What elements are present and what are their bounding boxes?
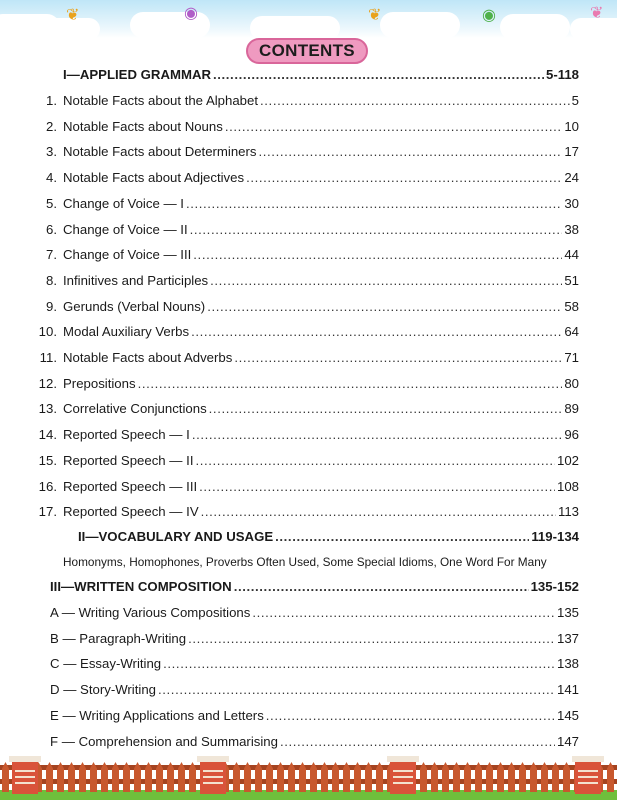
chapter-number: 9. [46,298,57,314]
section-title: III—WRITTEN COMPOSITION [50,579,232,594]
toc-entry[interactable] [63,477,579,497]
toc-entry[interactable] [50,732,579,752]
entry-title: Modal Auxiliary Verbs [63,324,190,340]
section-heading[interactable] [63,65,579,85]
chapter-number: 12. [38,375,57,391]
entry-title: Notable Facts about Adjectives [63,170,245,186]
fence-post [12,760,38,794]
toc-entry[interactable] [63,220,579,240]
chapter-number: 16. [38,478,57,494]
vocabulary-topics: Homonyms, Homophones, Proverbs Often Used, Some Special Idioms, One Word For Many [63,555,547,569]
toc-entry[interactable] [50,603,579,623]
leader-dots [246,168,562,188]
entry-page: 38 [564,221,579,237]
entry-title: Notable Facts about Nouns [63,118,223,134]
leader-dots [193,245,562,265]
toc-entry[interactable] [63,168,579,188]
entry-page: 58 [564,298,579,314]
page-title: CONTENTS [246,38,368,64]
entry-title: F — Comprehension and Summarising [50,733,278,749]
chapter-number: 6. [46,221,57,237]
leader-dots [191,322,562,342]
leader-dots [158,680,555,700]
cloud-shape [250,16,340,38]
leader-dots [138,374,563,394]
section-title: I—APPLIED GRAMMAR [63,67,211,82]
chapter-number: 7. [46,247,57,263]
entry-title: Gerunds (Verbal Nouns) [63,298,206,314]
chapter-number: 1. [46,93,57,108]
entry-page: 96 [564,427,579,443]
bird-icon: ◉ [482,7,496,24]
entry-title: C — Essay-Writing [50,656,162,672]
entry-title: Reported Speech — I [63,427,190,443]
toc-entry[interactable] [63,297,579,317]
leader-dots [195,451,555,471]
fence-footer [0,756,617,800]
toc-entry[interactable] [50,680,579,700]
entry-page: 102 [556,452,579,468]
leader-dots [266,706,555,726]
chapter-number: 4. [46,170,57,186]
entry-page: 89 [564,401,579,417]
fence-post [390,760,416,794]
leader-dots [252,603,555,623]
entry-page: 80 [564,375,579,391]
entry-page: 145 [556,707,579,723]
leader-dots [234,348,562,368]
leader-dots [186,194,562,214]
leader-dots [188,629,555,649]
chapter-number: 14. [38,427,57,443]
fence-post [200,760,226,794]
cloud-shape [500,14,570,38]
toc-entry[interactable] [63,194,579,214]
toc-entry[interactable] [63,451,579,471]
toc-entry[interactable] [63,91,579,111]
leader-dots [213,65,544,85]
toc-entry[interactable] [63,348,579,368]
section-heading[interactable] [50,577,579,597]
entry-title: B — Paragraph-Writing [50,630,187,646]
entry-page: 51 [564,272,579,288]
entry-page: 30 [564,195,579,211]
entry-page: 108 [556,478,579,494]
entry-page: 141 [556,682,579,698]
section-heading[interactable] [78,527,579,547]
toc-entry[interactable] [63,502,579,522]
entry-title: Prepositions [63,375,136,391]
entry-page: 44 [564,247,579,263]
entry-page: 24 [564,170,579,186]
toc-entry[interactable] [63,374,579,394]
entry-title: Correlative Conjunctions [63,401,207,417]
entry-page: 64 [564,324,579,340]
entry-page: 137 [556,630,579,646]
section-pages: 135-152 [530,579,579,594]
chapter-number: 15. [38,452,57,468]
entry-page: 17 [564,144,579,160]
sky-header [0,0,617,38]
entry-title: Notable Facts about Determiners [63,144,257,160]
entry-title: Change of Voice — I [63,195,184,211]
chapter-number: 11. [39,350,57,365]
entry-title: Notable Facts about the Alphabet [63,93,259,108]
section-title: II—VOCABULARY AND USAGE [78,529,274,544]
fence-post [575,760,601,794]
entry-page: 135 [556,605,579,620]
entry-title: A — Writing Various Compositions [50,605,251,620]
entry-title: Change of Voice — III [63,247,192,263]
entry-title: D — Story-Writing [50,682,157,698]
entry-title: E — Writing Applications and Letters [50,707,264,723]
butterfly-icon: ❦ [590,5,604,22]
entry-title: Change of Voice — II [63,221,188,237]
entry-title: Reported Speech — III [63,478,198,494]
toc-entry[interactable] [63,399,579,419]
leader-dots [210,271,562,291]
entry-title: Reported Speech — IV [63,504,199,520]
section-pages: 5-118 [545,67,579,82]
entry-page: 138 [556,656,579,672]
leader-dots [207,297,562,317]
toc-entry[interactable] [63,117,579,137]
leader-dots [234,577,529,597]
toc-entry[interactable] [50,654,579,674]
leader-dots [209,399,563,419]
entry-title: Notable Facts about Adverbs [63,350,233,365]
toc-entry[interactable] [63,322,579,342]
chapter-number: 10. [38,324,57,340]
entry-page: 113 [557,504,579,520]
toc-entry[interactable] [63,425,579,445]
cloud-shape [380,12,460,38]
leader-dots [260,91,570,111]
bird-icon: ◉ [184,5,198,22]
leader-dots [225,117,563,137]
chapter-number: 8. [46,272,57,288]
toc-entry[interactable] [50,706,579,726]
butterfly-icon: ❦ [66,7,80,24]
entry-page: 71 [564,350,579,365]
entry-page: 147 [556,733,579,749]
toc-entry[interactable] [63,271,579,291]
leader-dots [201,502,556,522]
leader-dots [280,732,555,752]
entry-title: Infinitives and Participles [63,272,209,288]
chapter-number: 2. [46,118,57,134]
entry-title: Reported Speech — II [63,452,194,468]
entry-page: 10 [564,118,579,134]
leader-dots [163,654,555,674]
chapter-number: 17. [38,504,57,520]
chapter-number: 5. [46,195,57,211]
cloud-shape [130,12,210,38]
leader-dots [192,425,563,445]
section-pages: 119-134 [531,529,579,544]
leader-dots [190,220,563,240]
toc-entry[interactable] [50,629,579,649]
chapter-number: 13. [38,401,57,417]
leader-dots [199,477,555,497]
butterfly-icon: ❦ [368,7,382,24]
toc-entry[interactable] [63,245,579,265]
chapter-number: 3. [46,144,57,160]
leader-dots [259,142,563,162]
leader-dots [275,527,529,547]
entry-page: 5 [571,93,579,108]
toc-entry[interactable] [63,142,579,162]
